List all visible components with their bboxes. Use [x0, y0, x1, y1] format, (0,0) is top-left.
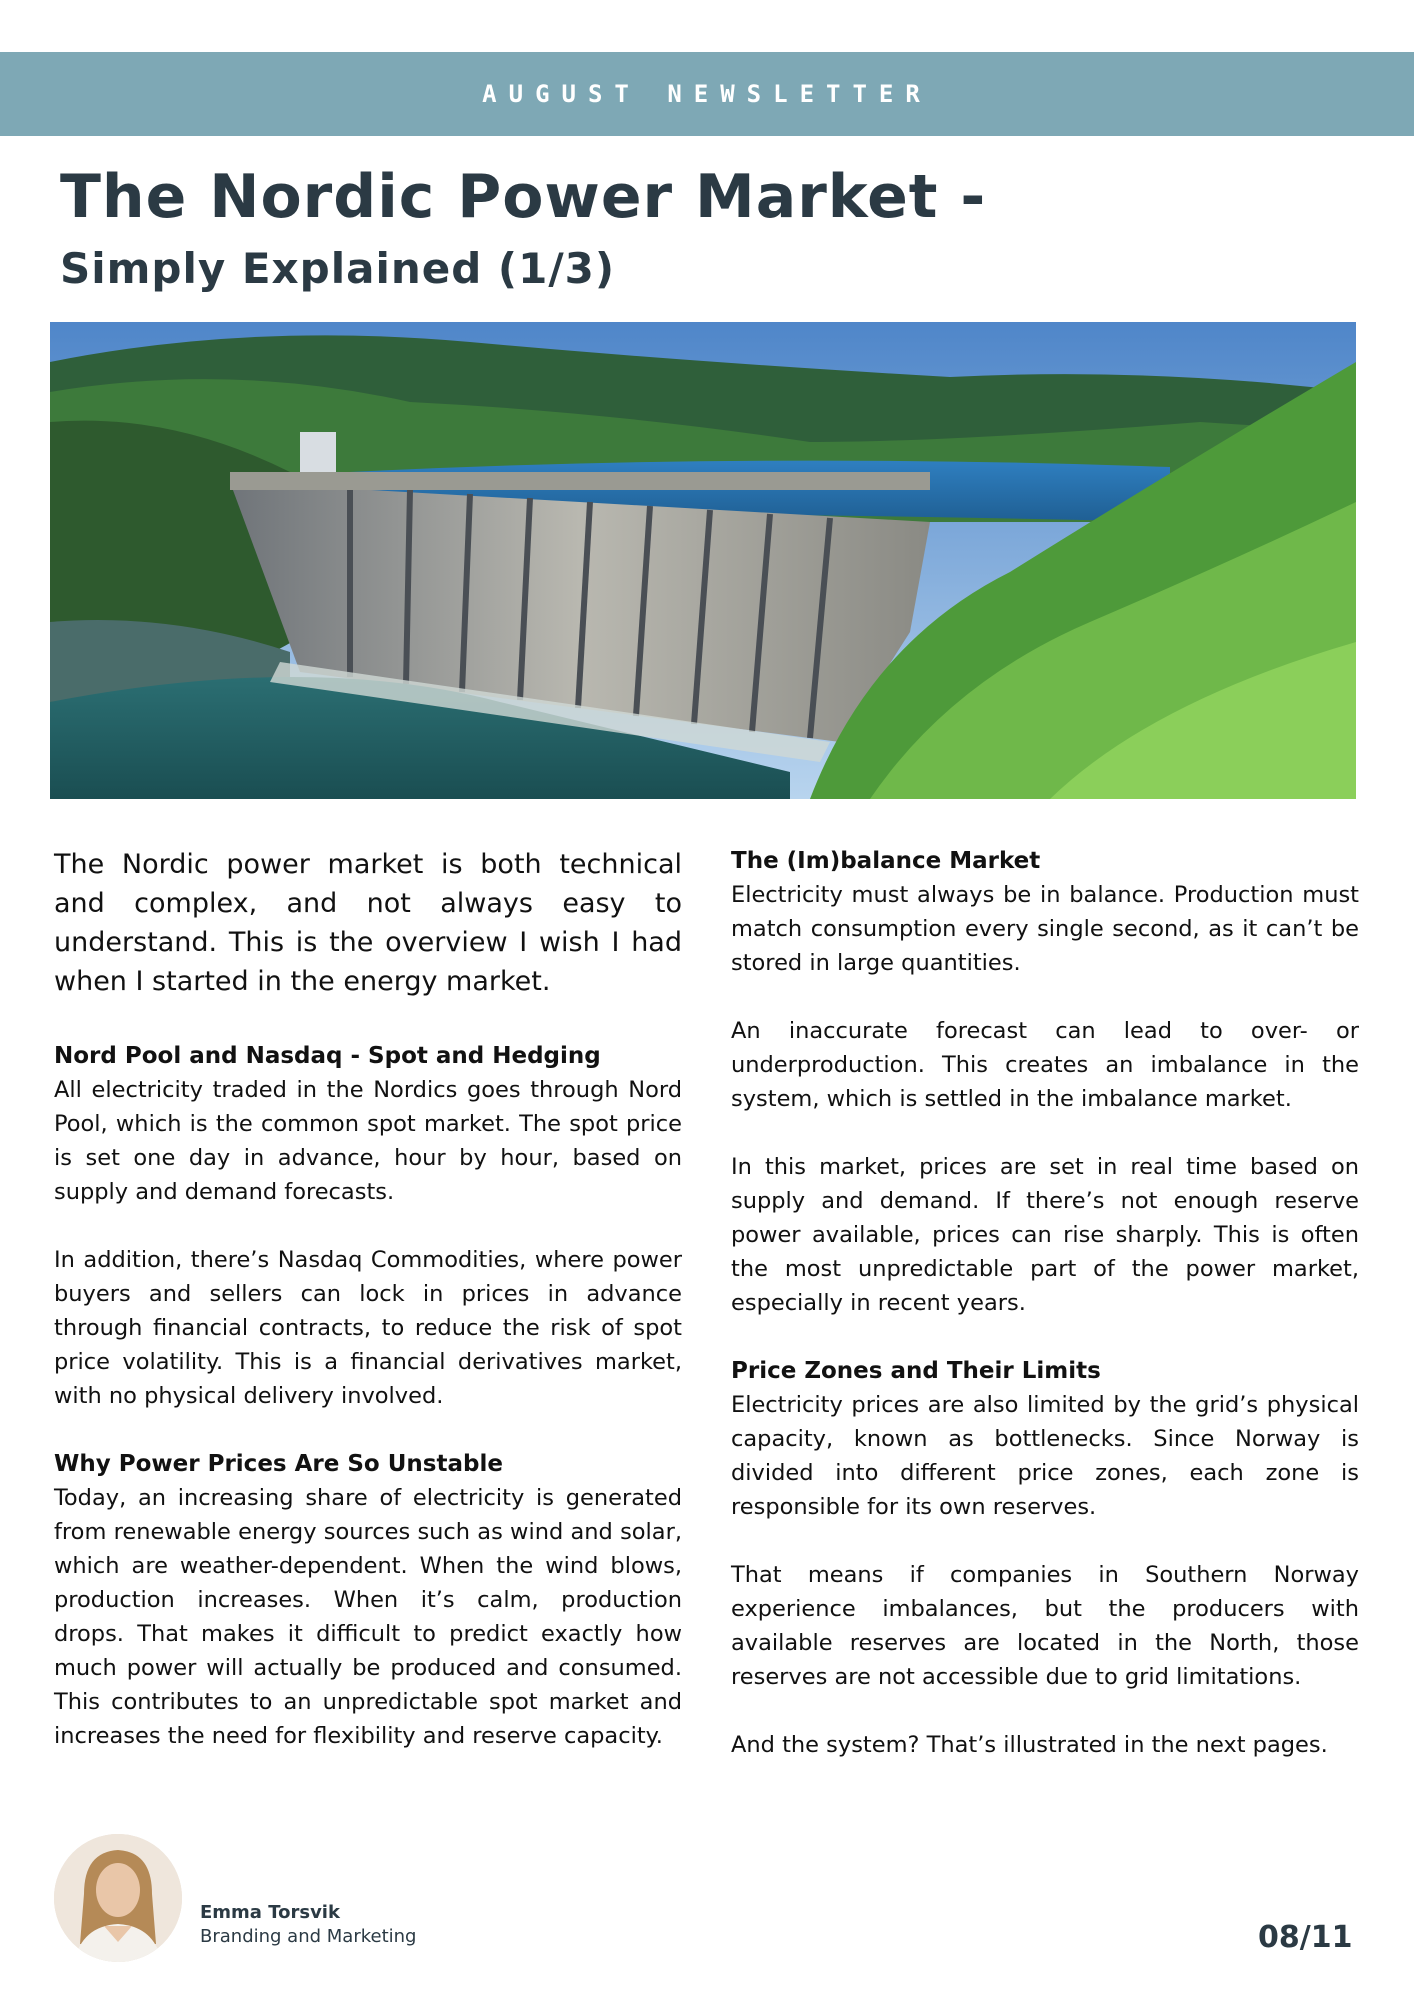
section-paragraph: That means if companies in Southern Norway experience imbalances, but the producers with available reserves are located in the North, those reserves are not accessible due to grid limitations. [731, 1562, 1359, 1690]
section-heading-imbalance-market: The (Im)balance Market [731, 848, 1041, 874]
page-number: 08/11 [1258, 1920, 1353, 1955]
intro-paragraph: The Nordic power market is both technical and complex, and not always easy to understand. This is the overview I wish I had when I started in the energy market. [54, 849, 682, 997]
section-paragraph: And the system? That’s illustrated in the next pages. [731, 1732, 1328, 1758]
section-paragraph: In addition, there’s Nasdaq Commodities, where power buyers and sellers can lock in prices in advance through financial contracts, to reduce the risk of spot price volatility. This is a financial derivatives market, with no physical delivery involved. [54, 1247, 682, 1409]
left-column [54, 845, 682, 1787]
hero-dam-photo [50, 322, 1356, 799]
newsletter-banner [0, 52, 1414, 136]
author-avatar [54, 1834, 182, 1962]
banner-label: AUGUST NEWSLETTER [482, 80, 932, 108]
section-paragraph: Electricity prices are also limited by the grid’s physical capacity, known as bottlenecks. Since Norway is divided into different price zones, each zone is responsible for its own reserves. [731, 1392, 1359, 1520]
author-role: Branding and Marketing [200, 1926, 417, 1947]
section-heading-nord-pool: Nord Pool and Nasdaq - Spot and Hedging [54, 1043, 601, 1069]
section-paragraph: Electricity must always be in balance. Production must match consumption every single second, as it can’t be stored in large quantities. [731, 882, 1359, 976]
page-subtitle: Simply Explained (1/3) [60, 244, 616, 293]
section-heading-price-zones: Price Zones and Their Limits [731, 1358, 1101, 1384]
section-paragraph: All electricity traded in the Nordics goes through Nord Pool, which is the common spot market. The spot price is set one day in advance, hour by hour, based on supply and demand forecasts. [54, 1077, 682, 1205]
section-paragraph: In this market, prices are set in real time based on supply and demand. If there’s not enough reserve power available, prices can rise sharply. This is often the most unpredictable part of the power market, especially in recent years. [731, 1154, 1359, 1316]
author-name: Emma Torsvik [200, 1902, 340, 1923]
section-heading-unstable-prices: Why Power Prices Are So Unstable [54, 1451, 503, 1477]
page-title: The Nordic Power Market - [60, 162, 987, 232]
section-paragraph: An inaccurate forecast can lead to over- or underproduction. This creates an imbalance in the system, which is settled in the imbalance market. [731, 1018, 1359, 1112]
section-paragraph: Today, an increasing share of electricity is generated from renewable energy sources such as wind and solar, which are weather-dependent. When the wind blows, production increases. When it’s calm, production drops. That makes it difficult to predict exactly how much power will actually be produced and consumed. This contributes to an unpredictable spot market and increases the need for flexibility and reserve capacity. [54, 1485, 682, 1749]
right-column [731, 844, 1359, 1796]
